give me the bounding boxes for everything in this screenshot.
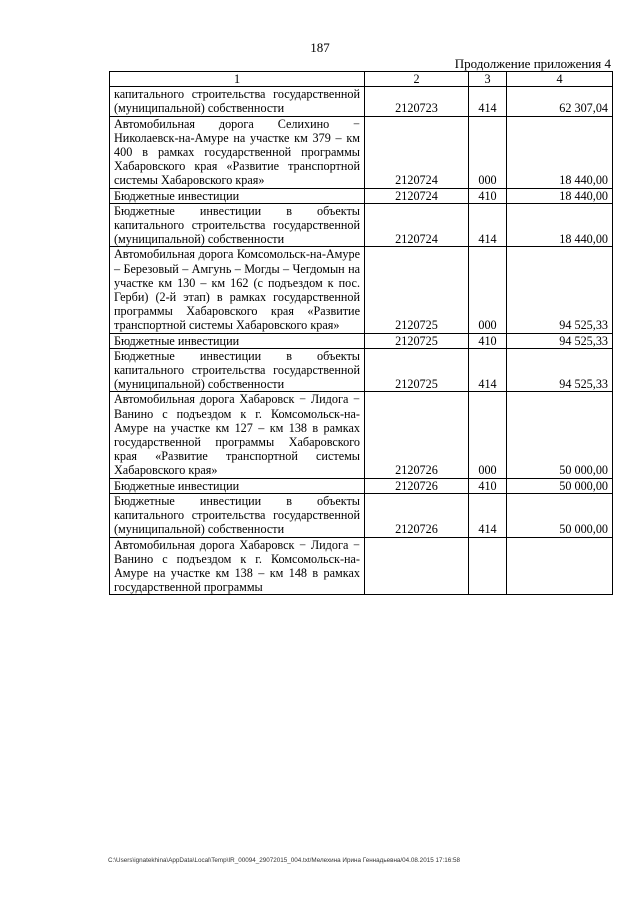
row-code: 2120723 [365,87,469,116]
row-amount: 18 440,00 [507,188,613,203]
row-code: 2120725 [365,333,469,348]
row-name: Бюджетные инвестиции [110,188,365,203]
row-code: 2120724 [365,116,469,188]
row-type: 414 [469,87,507,116]
row-amount: 50 000,00 [507,493,613,537]
file-path-footer: C:\Users\ignatekhina\AppData\Local\Temp\IR_00094_29072015_004.txt/Мелехина Ирина Геннадьевна/04.08.2015 17:16:58 [108,857,460,864]
table-row [110,116,613,188]
row-name: Автомобильная дорога Комсомольск-на-Амуре – Березовый – Амгунь – Могды – Чегдомын на участке км 130 – км 162 (с подъездом к пос. Герби) (2-й этап) в рамках государственной программы Хабаровского края «Развитие транспортной системы Хабаровского края» [110,247,365,333]
row-code: 2120726 [365,392,469,478]
row-amount: 50 000,00 [507,392,613,478]
page-number: 187 [310,40,330,55]
row-code: 2120724 [365,203,469,247]
row-code: 2120724 [365,188,469,203]
row-amount: 18 440,00 [507,116,613,188]
row-name: Бюджетные инвестиции в объекты капитального строительства государственной (муниципальной) собственности [110,203,365,247]
table-header-row [110,72,613,87]
table-row [110,87,613,116]
table-row [110,188,613,203]
column-header-1: 1 [110,72,365,87]
row-type: 414 [469,348,507,392]
row-code: 2120725 [365,247,469,333]
row-name: Автомобильная дорога Хабаровск − Лидога − Ванино с подъездом к г. Комсомольск-на-Амуре на участке км 127 – км 138 в рамках государственной программы Хабаровского края «Развитие транспортной системы Хабаровского края» [110,392,365,478]
column-header-2: 2 [365,72,469,87]
row-type: 000 [469,247,507,333]
continuation-label: Продолжение приложения 4 [454,56,611,71]
table-row [110,203,613,247]
row-amount: 18 440,00 [507,203,613,247]
row-type: 414 [469,203,507,247]
row-amount: 62 307,04 [507,87,613,116]
row-code: 2120726 [365,478,469,493]
row-type: 410 [469,333,507,348]
row-type: 410 [469,188,507,203]
row-name: Автомобильная дорога Хабаровск − Лидога − Ванино с подъездом к г. Комсомольск-на-Амуре на участке км 138 – км 148 в рамках государственной программы [110,537,365,595]
row-type: 414 [469,493,507,537]
budget-table [109,71,613,595]
row-amount: 50 000,00 [507,478,613,493]
row-type: 000 [469,116,507,188]
row-name: Бюджетные инвестиции [110,478,365,493]
row-amount: 94 525,33 [507,348,613,392]
column-header-4: 4 [507,72,613,87]
row-name: Автомобильная дорога Селихино − Николаевск-на-Амуре на участке км 379 – км 400 в рамках государственной программы Хабаровского края «Развитие транспортной системы Хабаровского края» [110,116,365,188]
row-type [469,537,507,595]
row-code: 2120725 [365,348,469,392]
row-code: 2120726 [365,493,469,537]
table-row [110,392,613,478]
row-name: Бюджетные инвестиции в объекты капитального строительства государственной (муниципальной) собственности [110,493,365,537]
row-type: 410 [469,478,507,493]
row-amount: 94 525,33 [507,247,613,333]
row-amount: 94 525,33 [507,333,613,348]
row-name: Бюджетные инвестиции [110,333,365,348]
row-code [365,537,469,595]
column-header-3: 3 [469,72,507,87]
table-row [110,247,613,333]
row-name: Бюджетные инвестиции в объекты капитального строительства государственной (муниципальной) собственности [110,348,365,392]
table-row [110,348,613,392]
row-amount [507,537,613,595]
row-name: капитального строительства государственной (муниципальной) собственности [110,87,365,116]
table-row [110,537,613,595]
table-row [110,493,613,537]
table-row [110,478,613,493]
table-row [110,333,613,348]
row-type: 000 [469,392,507,478]
